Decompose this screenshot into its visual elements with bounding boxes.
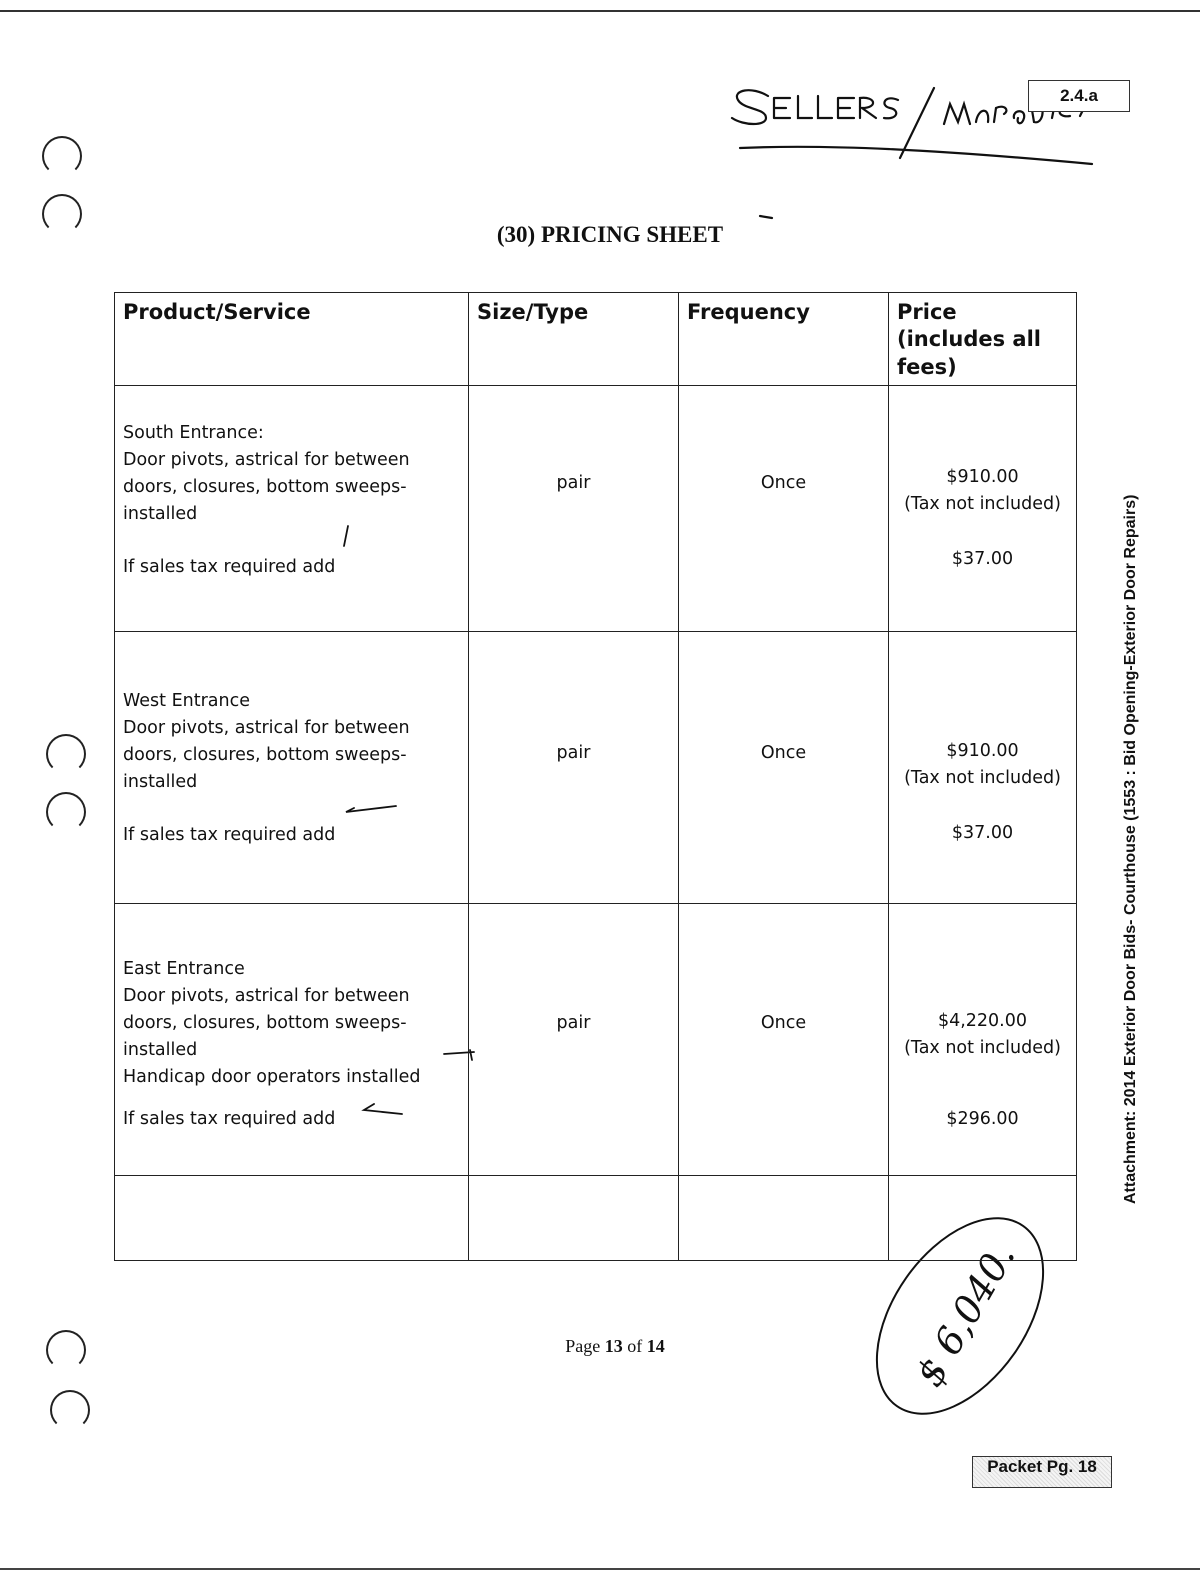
product-line: installed (123, 1040, 198, 1061)
empty-cell (889, 1175, 1077, 1260)
column-header-size: Size/Type (469, 293, 679, 386)
table-row (115, 385, 1077, 631)
sales-tax-amount: $296.00 (946, 1109, 1019, 1130)
empty-cell (115, 1175, 469, 1260)
sales-tax-amount: $37.00 (951, 549, 1014, 570)
product-line: installed (123, 772, 198, 793)
sales-tax-amount: $37.00 (951, 823, 1014, 844)
frequency-cell: Once (679, 631, 889, 903)
page-title: (30) PRICING SHEET (496, 222, 724, 247)
product-cell (115, 385, 469, 631)
price-value: $4,220.00 (937, 1010, 1028, 1031)
page-prefix: Page (565, 1336, 601, 1356)
product-line: doors, closures, bottom sweeps- (123, 745, 407, 766)
price-value: $910.00 (946, 466, 1019, 487)
sales-tax-label: If sales tax required add (123, 1108, 336, 1129)
pricing-table (114, 292, 1077, 1261)
table-row (115, 903, 1077, 1175)
column-header-frequency: Frequency (679, 293, 889, 386)
price-cell (889, 631, 1077, 903)
product-line: Door pivots, astrical for between (123, 718, 410, 739)
handwritten-total-text: $ 6,040. (907, 1235, 1024, 1394)
price-note: (Tax not included) (904, 494, 1061, 515)
price-note: (Tax not included) (904, 768, 1061, 789)
table-row (115, 631, 1077, 903)
column-header-price: Price (includes all fees) (889, 293, 1077, 386)
reference-number-box: 2.4.a (1028, 80, 1130, 112)
product-line: Door pivots, astrical for between (123, 986, 410, 1007)
sales-tax-label: If sales tax required add (123, 825, 336, 846)
table-row-empty (115, 1175, 1077, 1260)
attachment-side-note: Attachment: 2014 Exterior Door Bids- Courthouse (1553 : Bid Opening-Exterior Door Repairs) (1122, 494, 1139, 1204)
product-line: Door pivots, astrical for between (123, 450, 410, 471)
product-line: East Entrance (123, 958, 245, 979)
price-cell (889, 385, 1077, 631)
page-total: 14 (646, 1336, 665, 1356)
price-cell (889, 903, 1077, 1175)
table-header-row (115, 293, 1077, 386)
size-cell: pair (469, 631, 679, 903)
packet-page-box: Packet Pg. 18 (972, 1456, 1112, 1488)
size-cell: pair (469, 903, 679, 1175)
product-line: South Entrance: (123, 422, 264, 443)
empty-cell (469, 1175, 679, 1260)
product-line: doors, closures, bottom sweeps- (123, 1013, 407, 1034)
product-line: West Entrance (123, 690, 250, 711)
page-current: 13 (604, 1336, 623, 1356)
product-line: doors, closures, bottom sweeps- (123, 477, 407, 498)
product-line: installed (123, 504, 198, 525)
frequency-cell: Once (679, 903, 889, 1175)
sales-tax-label: If sales tax required add (123, 557, 336, 578)
frequency-cell: Once (679, 385, 889, 631)
price-note: (Tax not included) (904, 1038, 1061, 1059)
product-cell (115, 631, 469, 903)
column-header-product: Product/Service (115, 293, 469, 386)
product-cell (115, 903, 469, 1175)
page-number (500, 1336, 730, 1357)
size-cell: pair (469, 385, 679, 631)
product-line: Handicap door operators installed (123, 1067, 421, 1088)
empty-cell (679, 1175, 889, 1260)
price-value: $910.00 (946, 740, 1019, 761)
page-of: of (627, 1336, 643, 1356)
